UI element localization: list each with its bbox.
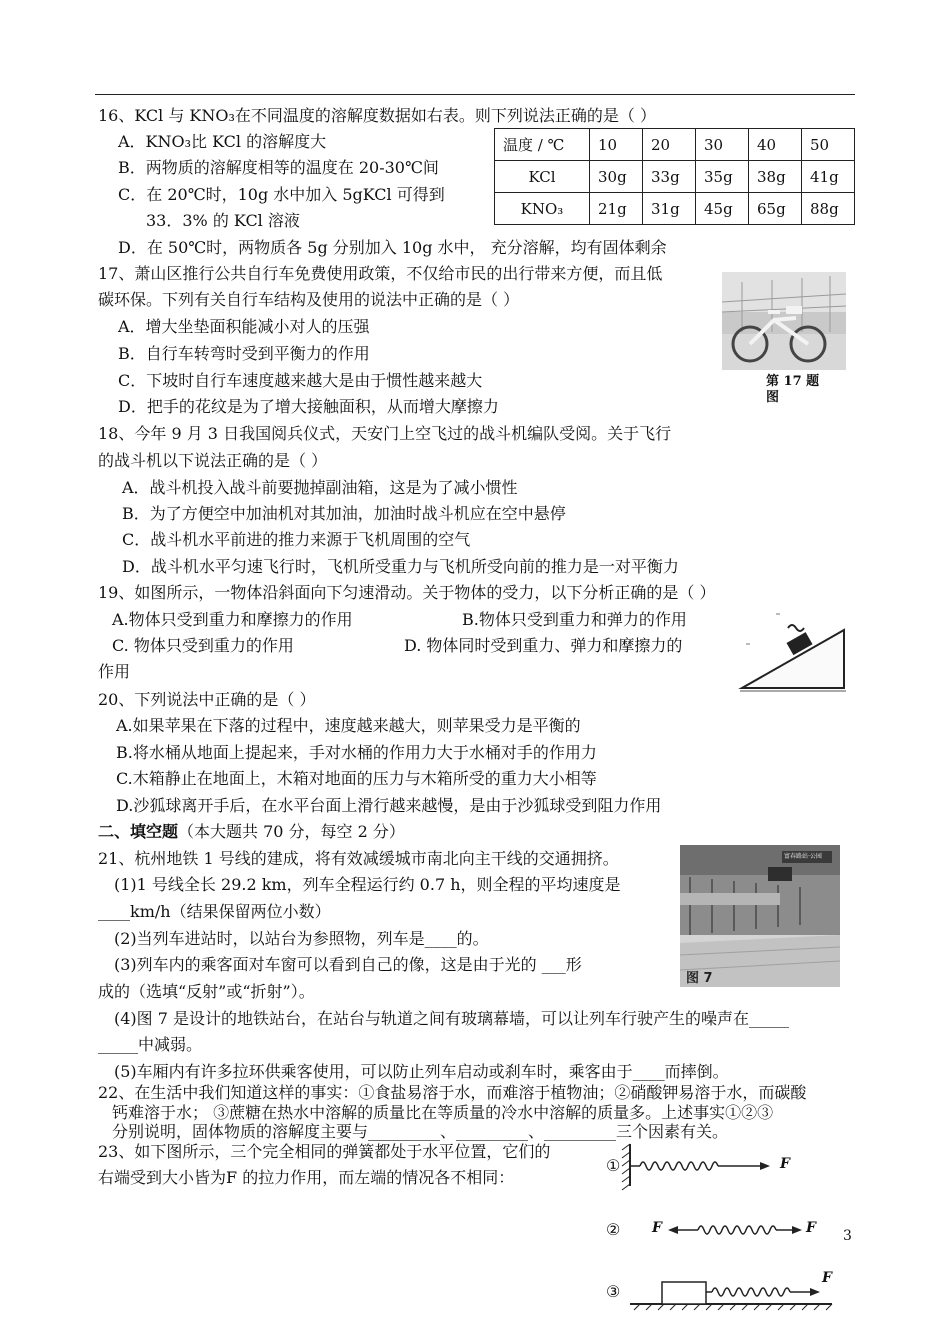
q20-option-b: B.将水桶从地面上提起来，手对水桶的作用力大于水桶对手的作用力 [116,743,597,762]
force-label-2-right: F [806,1220,816,1236]
q21-part4-cont: _____中减弱。 [98,1035,203,1054]
q21-part4: (4)图 7 是设计的地铁站台，在站台与轨道之间有玻璃幕墙，可以让列车行驶产生的噪声在_____ [114,1009,790,1028]
table-cell: 31g [643,193,696,225]
incline-figure [736,604,848,694]
q19-option-d: D. 物体同时受到重力、弹力和摩擦力的 [404,636,683,655]
table-cell: KCl [495,161,590,193]
table-header-cell: 10 [590,129,643,161]
q20-option-d: D.沙狐球离开手后，在水平台面上滑行越来越慢，是由于沙狐球受到阻力作用 [116,796,662,815]
q18-stem: 18、今年 9 月 3 日我国阅兵仪式，天安门上空飞过的战斗机编队受阅。关于飞行 [98,424,672,443]
q17-option-a: A．增大坐垫面积能减小对人的压强 [118,317,370,336]
section-note: （本大题共 70 分，每空 2 分） [178,822,405,841]
table-cell: KNO₃ [495,193,590,225]
q16-stem: 16、KCl 与 KNO₃在不同温度的溶解度数据如右表。则下列说法正确的是（ ） [98,106,656,125]
table-header-cell: 温度 / ℃ [495,129,590,161]
q19-option-a: A.物体只受到重力和摩擦力的作用 [112,610,353,629]
spring-3-marker: ③ [606,1282,621,1301]
section-title: 二、填空题 [98,822,179,841]
q22-line1: 22、在生活中我们知道这样的事实：①食盐易溶于水，而难溶于植物油；②硝酸钾易溶于水，而碳酸 [98,1083,807,1102]
q16-option-c: C．在 20℃时，10g 水中加入 5gKCl 可得到 [118,185,445,204]
table-cell: 45g [696,193,749,225]
q18-stem-cont: 的战斗机以下说法正确的是（ ） [98,451,328,470]
header-rule [95,94,855,95]
q21-part1: (1)1 号线全长 29.2 km，列车全程运行约 0.7 h，则全程的平均速度是 [114,875,621,894]
q21-part5: (5)车厢内有许多拉环供乘客使用，可以防止列车启动或刹车时，乘客由于____而摔倒。 [114,1062,729,1081]
page-number: 3 [843,1228,852,1244]
section-heading [98,822,405,842]
q21-part1-cont: ____km/h（结果保留两位小数） [98,902,331,921]
table-row [495,161,855,193]
station-sign: 富春路站·公园 [784,853,822,860]
spring-1-marker: ① [606,1156,621,1175]
table-cell: 65g [749,193,802,225]
q17-option-b: B．自行车转弯时受到平衡力的作用 [118,344,370,363]
q20-option-c: C.木箱静止在地面上，木箱对地面的压力与木箱所受的重力大小相等 [116,769,597,788]
fig17-caption: 第 17 题 [766,374,820,389]
q20-option-a: A.如果苹果在下落的过程中，速度越来越大，则苹果受力是平衡的 [116,716,581,735]
q19-option-d-cont: 作用 [98,662,131,681]
q18-option-c: C．战斗机水平前进的推力来源于飞机周围的空气 [122,530,471,549]
q20-stem: 20、下列说法中正确的是（ ） [98,690,316,709]
table-header-cell: 40 [749,129,802,161]
q21-part3-cont: 成的（选填“反射”或“折射”）。 [98,982,315,1001]
table-header-row [495,129,855,161]
fig17-caption-cont: 图 [766,390,780,405]
q19-option-c: C. 物体只受到重力的作用 [112,636,294,655]
q16-option-b: B．两物质的溶解度相等的温度在 20-30℃间 [118,158,439,177]
fig7-caption: 图 7 [686,971,713,986]
subway-station-photo [680,845,840,987]
table-cell: 88g [802,193,855,225]
q16-option-a: A．KNO₃比 KCl 的溶解度大 [118,132,327,151]
q18-option-d: D．战斗机水平匀速飞行时，飞机所受重力与飞机所受向前的推力是一对平衡力 [122,557,679,576]
q23-line1: 23、如下图所示，三个完全相同的弹簧都处于水平位置，它们的 [98,1142,551,1161]
force-label-3: F [822,1270,832,1286]
q18-option-b: B．为了方便空中加油机对其加油，加油时战斗机应在空中悬停 [122,504,566,523]
bicycle-photo [722,272,846,370]
q17-option-c: C．下坡时自行车速度越来越大是由于惯性越来越大 [118,371,483,390]
spring-2-marker: ② [606,1220,621,1239]
q17-stem-cont: 碳环保。下列有关自行车结构及使用的说法中正确的是（ ） [98,290,520,309]
q21-stem: 21、杭州地铁 1 号线的建成，将有效减缓城市南北向主干线的交通拥挤。 [98,849,619,868]
q19-stem: 19、如图所示，一物体沿斜面向下匀速滑动。关于物体的受力，以下分析正确的是（ ） [98,583,716,602]
q19-option-b: B.物体只受到重力和弹力的作用 [462,610,687,629]
table-cell: 41g [802,161,855,193]
q16-option-c-cont: 33．3% 的 KCl 溶液 [146,211,300,230]
q16-option-d: D．在 50℃时，两物质各 5g 分别加入 10g 水中， 充分溶解，均有固体剩余 [118,238,667,257]
q22-line3: 分别说明，固体物质的溶解度主要与_________、_________、_________三个因素有关。 [112,1122,729,1141]
q18-option-a: A．战斗机投入战斗前要抛掉副油箱，这是为了减小惯性 [122,478,518,497]
table-header-cell: 20 [643,129,696,161]
solubility-table [494,128,855,225]
table-cell: 21g [590,193,643,225]
table-row [495,193,855,225]
q17-option-d: D．把手的花纹是为了增大接触面积，从而增大摩擦力 [118,397,499,416]
table-cell: 30g [590,161,643,193]
q21-part2: (2)当列车进站时，以站台为参照物，列车是____的。 [114,929,489,948]
spring-figure [600,1138,840,1316]
table-cell: 35g [696,161,749,193]
force-label-2-left: F [652,1220,662,1236]
table-header-cell: 50 [802,129,855,161]
q21-part3: (3)列车内的乘客面对车窗可以看到自己的像，这是由于光的 ___形 [114,955,582,974]
table-cell: 38g [749,161,802,193]
table-cell: 33g [643,161,696,193]
force-label-1: F [780,1156,790,1172]
q22-line2: 钙难溶于水； ③蔗糖在热水中溶解的质量比在等质量的冷水中溶解的质量多。上述事实①②③ [112,1103,774,1122]
table-header-cell: 30 [696,129,749,161]
q23-line2: 右端受到大小皆为F 的拉力作用，而左端的情况各不相同： [98,1168,515,1187]
q17-stem: 17、萧山区推行公共自行车免费使用政策，不仅给市民的出行带来方便，而且低 [98,264,663,283]
